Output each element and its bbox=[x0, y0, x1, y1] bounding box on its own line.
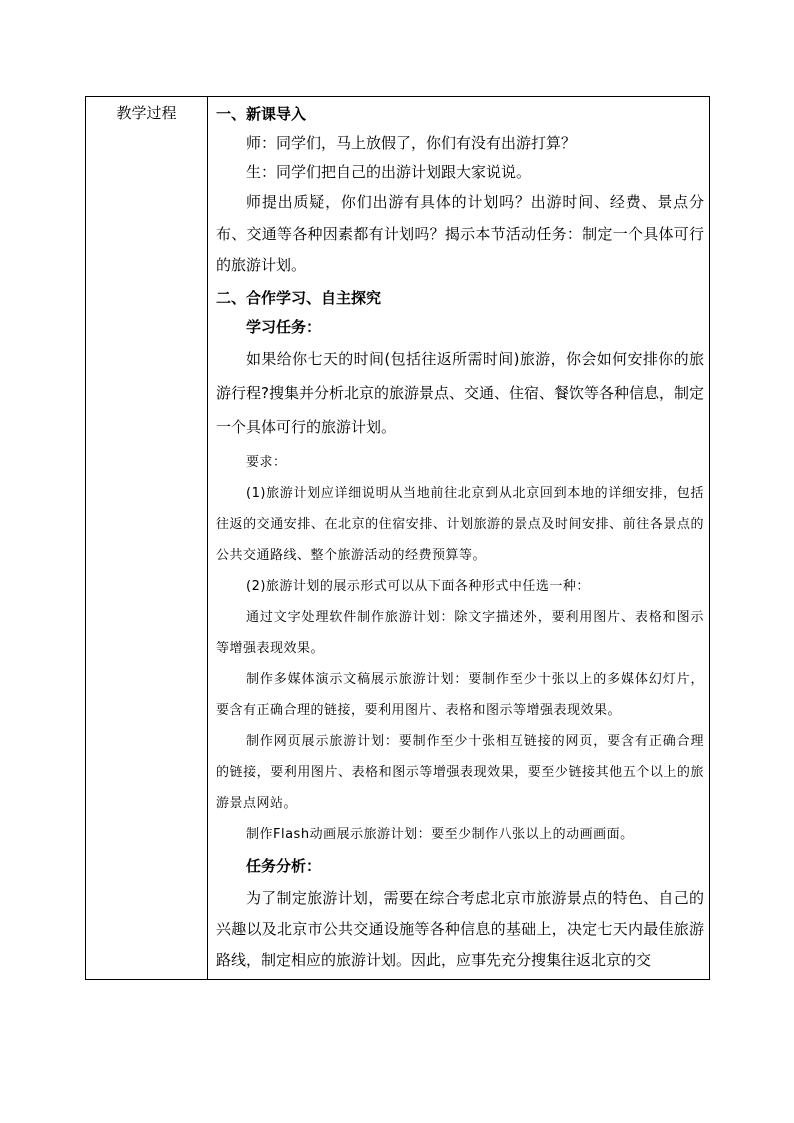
teacher-challenge-paragraph: 师提出质疑，你们出游有具体的计划吗？出游时间、经费、景点分布、交通等各种因素都有计划吗？揭示本节活动任务：制定一个具体可行的旅游计划。 bbox=[216, 193, 704, 274]
requirement-2: (2)旅游计划的展示形式可以从下面各种形式中任选一种： bbox=[246, 578, 590, 594]
content-cell bbox=[216, 99, 704, 976]
teacher-question: 师：同学们，马上放假了，你们有没有出游打算？ bbox=[246, 134, 577, 152]
learning-task-paragraph: 如果给你七天的时间(包括往返所需时间)旅游，你会如何安排你的旅游行程?搜集并分析北京的旅游景点、交通、住宿、餐饮等各种信息，制定一个具体可行的旅游计划。 bbox=[216, 349, 704, 436]
requirement-1: (1)旅游计划应详细说明从当地前往北京到从北京回到本地的详细安排，包括往返的交通安排、在北京的住宿安排、计划旅游的景点及时间安排、前往各景点的公共交通路线、整个旅游活动的经费预算等。 bbox=[216, 485, 704, 563]
column-divider bbox=[207, 97, 208, 979]
task-analysis-paragraph: 为了制定旅游计划，需要在综合考虑北京市旅游景点的特色、自己的兴趣以及北京市公共交通设施等各种信息的基础上，决定七天内最佳旅游路线，制定相应的旅游计划。因此，应事先充分搜集往返北京的交 bbox=[216, 888, 704, 969]
lesson-table bbox=[85, 96, 710, 980]
requirements-label: 要求： bbox=[246, 454, 287, 470]
option-word-processing: 通过文字处理软件制作旅游计划：除文字描述外，要利用图片、表格和图示等增强表现效果。 bbox=[216, 609, 704, 656]
learning-task-heading: 学习任务： bbox=[246, 317, 322, 336]
section-title-explore: 二、合作学习、自主探究 bbox=[216, 288, 382, 307]
section-title-intro: 一、新课导入 bbox=[216, 105, 307, 123]
option-webpage: 制作网页展示旅游计划：要制作至少十张相互链接的网页，要含有正确合理的链接，要利用图片、表格和图示等增强表现效果，要至少链接其他五个以上的旅游景点网站。 bbox=[216, 733, 704, 811]
task-analysis-heading: 任务分析： bbox=[246, 856, 322, 875]
row-label: 教学过程 bbox=[116, 104, 177, 122]
option-flash: 制作Flash动画展示旅游计划：要至少制作八张以上的动画画面。 bbox=[246, 826, 634, 842]
option-presentation: 制作多媒体演示文稿展示旅游计划：要制作至少十张以上的多媒体幻灯片，要含有正确合理的链接，要利用图片、表格和图示等增强表现效果。 bbox=[216, 671, 704, 718]
student-response: 生：同学们把自己的出游计划跟大家说说。 bbox=[246, 163, 532, 181]
